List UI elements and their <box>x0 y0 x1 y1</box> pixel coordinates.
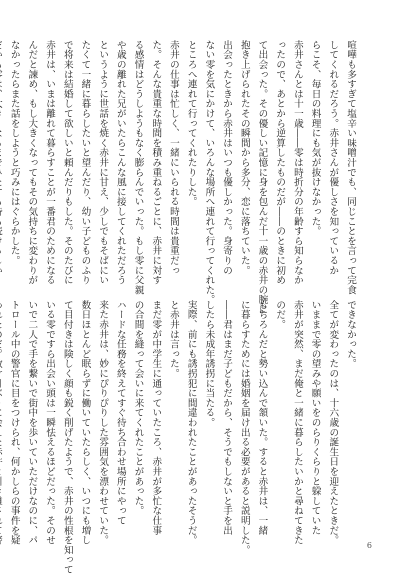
text-column: んだと諫め、もし大きくなってもその気持ちに変わりが <box>26 40 38 285</box>
text-column: 実際、前にも誘拐犯に間違われたことがあったそうだ。 <box>185 300 197 545</box>
text-column: なかったらまた話をしようと巧みにはぐらかした。 <box>8 40 20 266</box>
text-column: たくて一緒に暮らしたいと望んだり、幼い子どものふり <box>79 40 91 285</box>
text-column: まだ零が中学生に通っていたころ、赤井が多忙な仕事 <box>150 300 162 536</box>
text-column: できなかった。 <box>345 300 356 369</box>
text-column: のだ。 <box>274 300 286 330</box>
text-column: で将来は結婚して欲しいと頼んだりもした。そのたびに <box>61 40 73 285</box>
text-column: た。そんな貴重な時間を積み重ねるごとに、赤井に対す <box>150 40 162 285</box>
text-column: いる零ですら出会い頭は一瞬怯えるほどだった。そのせ <box>44 300 56 545</box>
text-column: トロール中の警官に目をつけられ、何かしらの事件を疑 <box>8 300 20 545</box>
text-column: 赤井さんとは十一歳――零は時折分の年齢すら知らなか <box>291 40 303 285</box>
page-number: 6 <box>366 541 372 550</box>
text-column <box>0 40 5 272</box>
text-column: ない零を気にかけて、いろんな場所へ連れて行ってくれた。 <box>203 40 215 305</box>
text-column: る感情はどうしようもなく膨らんでいった。もし零に父親 <box>132 40 144 295</box>
body-text-bottom <box>8 300 359 574</box>
text-column: 抱き上げられたその瞬間から多分、恋に落ちていた。 <box>238 40 250 276</box>
text-column: や歳の離れた兄がいたらこんな風に接してくれただろう <box>114 40 126 285</box>
text-column: て出会った。その優しい記憶に身を包んだ十一歳の赤井の腕に <box>256 40 268 315</box>
text-column: に暮らすためには婚姻を届け出る必要があると説明した。 <box>238 300 250 555</box>
text-column: ところへ連れて行ってくれたりした。 <box>185 40 197 207</box>
body-text-top <box>8 40 359 315</box>
text-column: と赤井は言った。 <box>167 300 179 379</box>
text-column: もちろんだと勢い込んで頷いた。すると赤井は、一緒 <box>256 300 268 536</box>
text-column: 赤井の仕事は忙しく、一緒にいられる時間は貴重だっ <box>167 40 179 276</box>
text-column: というように世話を焼く赤井に甘え、少しでもそばにい <box>97 40 109 285</box>
text-column: いままで零の望みや願いをのらりくらりと躱していた <box>309 300 321 536</box>
text-column: ハードな任務を終えてすぐ待ち合わせ場所にやって <box>114 300 126 526</box>
text-column: の合間を縫って会いに来てくれたことがあった。 <box>132 300 144 516</box>
text-column: 赤井は、いまは離れて暮らすことが一番君のためになる <box>44 40 56 285</box>
text-column: 来た赤井は、妙にぴりぴりした雰囲気を漂わせていた。 <box>97 300 109 545</box>
text-column <box>0 300 5 535</box>
text-column: ったので、あとから逆算したものだが――のときに初め <box>274 40 286 285</box>
text-column: いで二人で手を繋いで街中を歩いていただけなのに、パ <box>26 300 38 545</box>
text-column: 全てが変わったのは、十六歳の誕生日を迎えたときだ。 <box>327 300 339 545</box>
text-column: してくれるだろう。赤井さんが優しさを知っているか <box>327 40 339 276</box>
text-column: したら未成年誘拐に当たる。 <box>203 300 215 428</box>
text-column: て目付きは険しく顔も鋭く削げたようで、赤井の性根を知って <box>61 300 73 574</box>
text-column: 数日ほとんど眠らずに働いていたらしく、いつにも増し <box>79 300 91 545</box>
text-column: 出会ったときから赤井はいつも優しかった。身寄りの <box>221 40 233 276</box>
text-column: らこそ、毎日の料理にも気が抜けなかった。 <box>309 40 321 236</box>
text-column: 喧嘩も多すぎて塩辛い味噌汁でも、同じことを言って完食 <box>345 40 356 295</box>
text-column: 赤井が突然、まだ俺と一緒に暮らしたいかと尋ねてきた <box>291 300 303 545</box>
text-column: ――君はまだ子どもだから、そうでもしないと手を出 <box>221 300 233 536</box>
